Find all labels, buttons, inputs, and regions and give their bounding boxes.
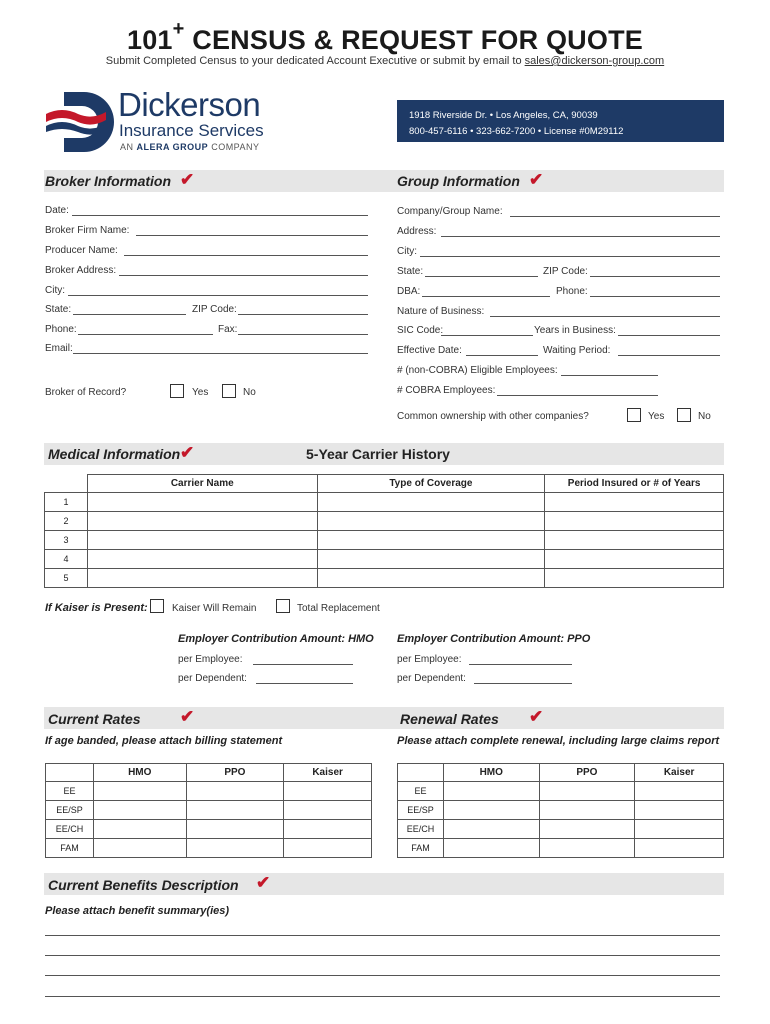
ppo-rate-cell[interactable] xyxy=(539,782,635,801)
row-number-header xyxy=(45,475,88,493)
group-phone-label: Phone: xyxy=(556,286,588,297)
noncobra-employees-field[interactable] xyxy=(561,375,658,376)
broker-date-field[interactable] xyxy=(72,215,368,216)
hmo-per-dependent-field[interactable] xyxy=(256,683,353,684)
renewal-rates-table xyxy=(397,763,724,858)
kaiser-rate-cell[interactable] xyxy=(284,782,372,801)
group-phone-field[interactable] xyxy=(590,296,720,297)
carrier-name-header: Carrier Name xyxy=(87,475,317,493)
broker-city-label: City: xyxy=(45,285,65,296)
producer-name-field[interactable] xyxy=(124,255,368,256)
broker-city-field[interactable] xyxy=(68,295,368,296)
kaiser-rate-cell[interactable] xyxy=(635,820,724,839)
broker-zip-field[interactable] xyxy=(238,314,368,315)
group-address-label: Address: xyxy=(397,226,437,237)
broker-of-record-label: Broker of Record? xyxy=(45,387,127,398)
tier-label: FAM xyxy=(46,839,94,858)
benefits-section-title: Current Benefits Description xyxy=(48,877,239,893)
waiting-period-field[interactable] xyxy=(618,355,720,356)
table-row xyxy=(46,782,372,801)
period-insured-cell[interactable] xyxy=(545,493,724,512)
broker-email-field[interactable] xyxy=(73,353,368,354)
ppo-per-dependent-label: per Dependent: xyxy=(397,673,466,684)
broker-fax-field[interactable] xyxy=(238,334,368,335)
years-in-business-label: Years in Business: xyxy=(534,325,616,336)
ppo-rate-cell[interactable] xyxy=(539,820,635,839)
period-insured-cell[interactable] xyxy=(545,569,724,588)
broker-firm-label: Broker Firm Name: xyxy=(45,225,130,236)
row-number: 3 xyxy=(45,531,88,550)
benefits-line-1[interactable] xyxy=(45,935,720,936)
current-rates-check-icon: ✔ xyxy=(180,707,195,726)
broker-phone-label: Phone: xyxy=(45,324,77,335)
hmo-per-employee-label: per Employee: xyxy=(178,654,243,665)
page-title: 101+ CENSUS & REQUEST FOR QUOTE xyxy=(127,18,643,55)
ppo-per-employee-field[interactable] xyxy=(469,664,572,665)
kaiser-present-label: If Kaiser is Present: xyxy=(45,602,148,614)
kaiser-rate-cell[interactable] xyxy=(284,839,372,858)
logo-name: Dickerson xyxy=(118,86,261,123)
coverage-type-cell[interactable] xyxy=(317,550,545,569)
broker-state-field[interactable] xyxy=(73,314,186,315)
common-ownership-yes-label: Yes xyxy=(648,411,665,422)
carrier-history-header-row xyxy=(45,475,724,493)
tier-label: EE xyxy=(398,782,444,801)
current-rates-header-row xyxy=(46,764,372,782)
common-ownership-yes-checkbox[interactable] xyxy=(627,408,641,422)
tier-header xyxy=(398,764,444,782)
tier-label: EE/CH xyxy=(46,820,94,839)
years-in-business-field[interactable] xyxy=(618,335,720,336)
carrier-name-cell[interactable] xyxy=(87,550,317,569)
hmo-rate-cell[interactable] xyxy=(93,820,186,839)
effective-date-field[interactable] xyxy=(466,355,538,356)
period-insured-cell[interactable] xyxy=(545,550,724,569)
kaiser-rate-cell[interactable] xyxy=(635,782,724,801)
dickerson-logo-icon xyxy=(44,88,114,156)
table-row xyxy=(45,512,724,531)
producer-name-label: Producer Name: xyxy=(45,245,118,256)
tier-label: FAM xyxy=(398,839,444,858)
row-number: 1 xyxy=(45,493,88,512)
address-line2: 800-457-6116 • 323-662-7200 • License #0M29112 xyxy=(409,126,624,137)
row-number: 4 xyxy=(45,550,88,569)
rates-section-bar xyxy=(44,707,724,729)
nature-of-business-label: Nature of Business: xyxy=(397,306,485,317)
hmo-contribution-title: Employer Contribution Amount: HMO xyxy=(178,633,374,645)
hmo-rate-cell[interactable] xyxy=(443,801,539,820)
effective-date-label: Effective Date: xyxy=(397,345,462,356)
broker-address-label: Broker Address: xyxy=(45,265,117,276)
table-row xyxy=(398,839,724,858)
broker-date-label: Date: xyxy=(45,205,69,216)
ppo-rate-cell[interactable] xyxy=(186,801,284,820)
ppo-rate-cell[interactable] xyxy=(539,839,635,858)
group-city-label: City: xyxy=(397,246,417,257)
dba-label: DBA: xyxy=(397,286,421,297)
hmo-per-employee-field[interactable] xyxy=(253,664,353,665)
group-city-field[interactable] xyxy=(420,256,720,257)
broker-email-label: Email: xyxy=(45,343,73,354)
table-row xyxy=(45,531,724,550)
table-row xyxy=(46,801,372,820)
noncobra-employees-label: # (non-COBRA) Eligible Employees: xyxy=(397,365,558,376)
logo-tagline: AN ALERA GROUP COMPANY xyxy=(120,142,260,152)
cobra-employees-label: # COBRA Employees: xyxy=(397,385,496,396)
tier-label: EE/SP xyxy=(398,801,444,820)
company-name-field[interactable] xyxy=(510,216,720,217)
benefits-line-3[interactable] xyxy=(45,975,720,976)
broker-fax-label: Fax: xyxy=(218,324,238,335)
ppo-header: PPO xyxy=(539,764,635,782)
coverage-type-cell[interactable] xyxy=(317,531,545,550)
cobra-employees-field[interactable] xyxy=(497,395,658,396)
hmo-rate-cell[interactable] xyxy=(93,801,186,820)
broker-record-yes-label: Yes xyxy=(192,387,209,398)
medical-check-icon: ✔ xyxy=(180,443,195,462)
carrier-history-title: 5-Year Carrier History xyxy=(306,446,450,462)
group-state-label: State: xyxy=(397,266,424,277)
table-row xyxy=(46,839,372,858)
tier-label: EE xyxy=(46,782,94,801)
hmo-header: HMO xyxy=(443,764,539,782)
nature-of-business-field[interactable] xyxy=(490,316,720,317)
ppo-rate-cell[interactable] xyxy=(186,839,284,858)
table-row xyxy=(398,820,724,839)
table-row xyxy=(46,820,372,839)
medical-section-title: Medical Information xyxy=(48,446,181,462)
period-insured-header: Period Insured or # of Years xyxy=(545,475,724,493)
carrier-name-cell[interactable] xyxy=(87,569,317,588)
row-number: 2 xyxy=(45,512,88,531)
table-row xyxy=(45,550,724,569)
benefits-line-4[interactable] xyxy=(45,996,720,997)
coverage-type-cell[interactable] xyxy=(317,493,545,512)
current-rates-title: Current Rates xyxy=(48,711,141,727)
table-row xyxy=(398,801,724,820)
broker-zip-label: ZIP Code: xyxy=(192,304,237,315)
broker-check-icon: ✔ xyxy=(180,170,195,189)
hmo-per-dependent-label: per Dependent: xyxy=(178,673,247,684)
carrier-name-cell[interactable] xyxy=(87,531,317,550)
current-rates-note: If age banded, please attach billing statement xyxy=(45,735,283,747)
broker-phone-field[interactable] xyxy=(78,334,213,335)
hmo-header: HMO xyxy=(93,764,186,782)
renewal-rates-note: Please attach complete renewal, including large claims report xyxy=(397,735,720,747)
group-section-title: Group Information xyxy=(397,173,520,189)
kaiser-remain-label: Kaiser Will Remain xyxy=(172,603,257,614)
coverage-type-cell[interactable] xyxy=(317,512,545,531)
table-row xyxy=(45,493,724,512)
benefits-note: Please attach benefit summary(ies) xyxy=(45,905,230,917)
email-link[interactable]: sales@dickerson-group.com xyxy=(524,55,665,67)
ppo-contribution-title: Employer Contribution Amount: PPO xyxy=(397,633,591,645)
renewal-rates-title: Renewal Rates xyxy=(400,711,499,727)
page-subtitle: Submit Completed Census to your dedicated Account Executive or submit by email to sales@dickerson-group.com xyxy=(105,55,665,67)
carrier-history-table xyxy=(44,474,724,588)
ppo-rate-cell[interactable] xyxy=(539,801,635,820)
waiting-period-label: Waiting Period: xyxy=(543,345,611,356)
sic-code-field[interactable] xyxy=(441,335,533,336)
broker-firm-field[interactable] xyxy=(136,235,368,236)
broker-record-yes-checkbox[interactable] xyxy=(170,384,184,398)
kaiser-rate-cell[interactable] xyxy=(284,801,372,820)
ppo-header: PPO xyxy=(186,764,284,782)
broker-record-no-label: No xyxy=(243,387,256,398)
common-ownership-label: Common ownership with other companies? xyxy=(397,411,589,422)
hmo-rate-cell[interactable] xyxy=(443,782,539,801)
ppo-rate-cell[interactable] xyxy=(186,782,284,801)
tier-label: EE/SP xyxy=(46,801,94,820)
kaiser-rate-cell[interactable] xyxy=(635,839,724,858)
broker-state-label: State: xyxy=(45,304,72,315)
total-replacement-checkbox[interactable] xyxy=(276,599,290,613)
tier-label: EE/CH xyxy=(398,820,444,839)
coverage-type-cell[interactable] xyxy=(317,569,545,588)
carrier-name-cell[interactable] xyxy=(87,493,317,512)
current-rates-table xyxy=(45,763,372,858)
benefits-line-2[interactable] xyxy=(45,955,720,956)
common-ownership-no-checkbox[interactable] xyxy=(677,408,691,422)
kaiser-header: Kaiser xyxy=(284,764,372,782)
kaiser-rate-cell[interactable] xyxy=(635,801,724,820)
hmo-rate-cell[interactable] xyxy=(93,839,186,858)
hmo-rate-cell[interactable] xyxy=(93,782,186,801)
renewal-rates-header-row xyxy=(398,764,724,782)
address-line1: 1918 Riverside Dr. • Los Angeles, CA, 90039 xyxy=(409,110,598,121)
kaiser-remain-checkbox[interactable] xyxy=(150,599,164,613)
dba-field[interactable] xyxy=(422,296,550,297)
group-check-icon: ✔ xyxy=(529,170,544,189)
kaiser-header: Kaiser xyxy=(635,764,724,782)
hmo-rate-cell[interactable] xyxy=(443,839,539,858)
logo-sub: Insurance Services xyxy=(119,121,264,140)
group-zip-field[interactable] xyxy=(590,276,720,277)
ppo-per-dependent-field[interactable] xyxy=(474,683,572,684)
type-of-coverage-header: Type of Coverage xyxy=(317,475,545,493)
ppo-rate-cell[interactable] xyxy=(186,820,284,839)
ppo-per-employee-label: per Employee: xyxy=(397,654,462,665)
group-zip-label: ZIP Code: xyxy=(543,266,588,277)
group-state-field[interactable] xyxy=(425,276,538,277)
tier-header xyxy=(46,764,94,782)
period-insured-cell[interactable] xyxy=(545,531,724,550)
sic-code-label: SIC Code: xyxy=(397,325,444,336)
broker-address-field[interactable] xyxy=(119,275,368,276)
total-replacement-label: Total Replacement xyxy=(297,603,380,614)
kaiser-rate-cell[interactable] xyxy=(284,820,372,839)
broker-record-no-checkbox[interactable] xyxy=(222,384,236,398)
carrier-name-cell[interactable] xyxy=(87,512,317,531)
group-address-field[interactable] xyxy=(441,236,720,237)
hmo-rate-cell[interactable] xyxy=(443,820,539,839)
broker-section-title: Broker Information xyxy=(45,173,172,189)
company-name-label: Company/Group Name: xyxy=(397,206,503,217)
address-box xyxy=(397,100,724,142)
table-row xyxy=(45,569,724,588)
benefits-check-icon: ✔ xyxy=(256,873,271,892)
common-ownership-no-label: No xyxy=(698,411,711,422)
row-number: 5 xyxy=(45,569,88,588)
period-insured-cell[interactable] xyxy=(545,512,724,531)
table-row xyxy=(398,782,724,801)
renewal-rates-check-icon: ✔ xyxy=(529,707,544,726)
